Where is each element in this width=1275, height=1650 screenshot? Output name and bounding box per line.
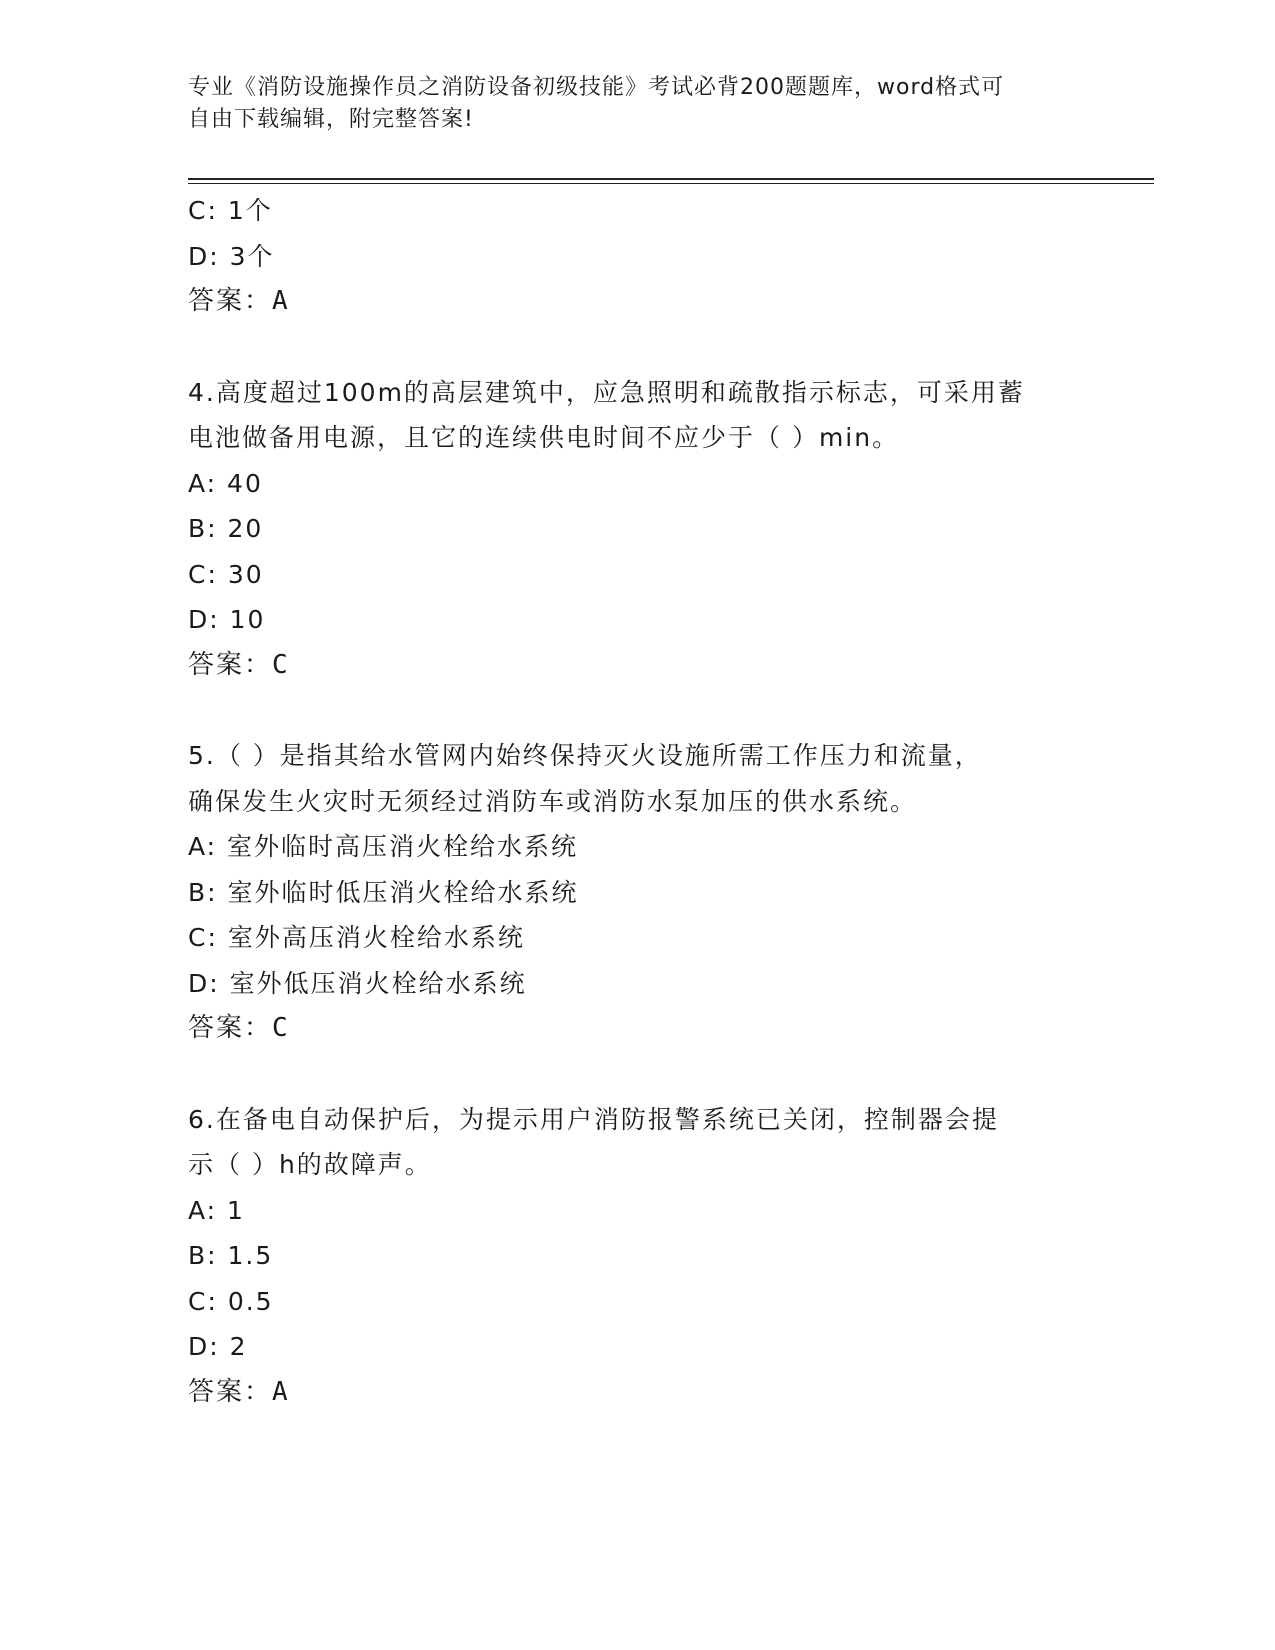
option-a: A: 1: [188, 1195, 245, 1225]
header-divider-thin: [188, 183, 1154, 184]
question-list: [188, 188, 1088, 1415]
option-d: D: 室外低压消火栓给水系统: [188, 968, 527, 998]
option-c: C: 1个: [188, 196, 273, 225]
question-3-tail: [188, 188, 1088, 325]
question-6: [188, 1097, 1088, 1416]
option-a: A: 40: [188, 468, 263, 498]
option-b: B: 20: [188, 514, 264, 543]
option-b: B: 室外临时低压消火栓给水系统: [188, 877, 579, 907]
option-c: C: 30: [188, 559, 264, 589]
answer-line: 答案：C: [188, 649, 290, 680]
option-d: D: 2: [188, 1332, 248, 1361]
spacer: [188, 688, 1088, 733]
question-stem-line-1: 6.在备电自动保护后，为提示用户消防报警系统已关闭，控制器会提: [188, 1104, 999, 1134]
answer-line: 答案：A: [188, 1376, 290, 1407]
option-a: A: 室外临时高压消火栓给水系统: [188, 832, 579, 861]
option-c: C: 0.5: [188, 1286, 274, 1316]
question-stem-line-2: 示（ ）h的故障声。: [188, 1150, 432, 1179]
answer-line: 答案：C: [188, 1013, 290, 1043]
spacer: [188, 1052, 1088, 1097]
option-c: C: 室外高压消火栓给水系统: [188, 923, 525, 952]
answer-line: 答案：A: [188, 286, 290, 316]
question-4: [188, 370, 1088, 689]
header-title-line-2: 自由下载编辑，附完整答案!: [188, 107, 474, 132]
page-header: [188, 72, 1068, 136]
header-title-line-1: 专业《消防设施操作员之消防设备初级技能》考试必背200题题库，word格式可: [188, 75, 1005, 100]
option-d: D: 10: [188, 605, 266, 634]
question-stem-line-2: 电池做备用电源，且它的连续供电时间不应少于（ ）min。: [188, 423, 900, 452]
header-divider-thick: [188, 178, 1154, 180]
option-d: D: 3个: [188, 241, 275, 271]
option-b: B: 1.5: [188, 1241, 274, 1270]
question-5: [188, 733, 1088, 1052]
question-stem-line-1: 5.（ ）是指其给水管网内始终保持灭火设施所需工作压力和流量，: [188, 741, 982, 770]
question-stem-line-1: 4.高度超过100m的高层建筑中，应急照明和疏散指示标志，可采用蓄: [188, 377, 1025, 407]
spacer: [188, 325, 1088, 370]
question-stem-line-2: 确保发生火灾时无须经过消防车或消防水泵加压的供水系统。: [188, 786, 918, 816]
